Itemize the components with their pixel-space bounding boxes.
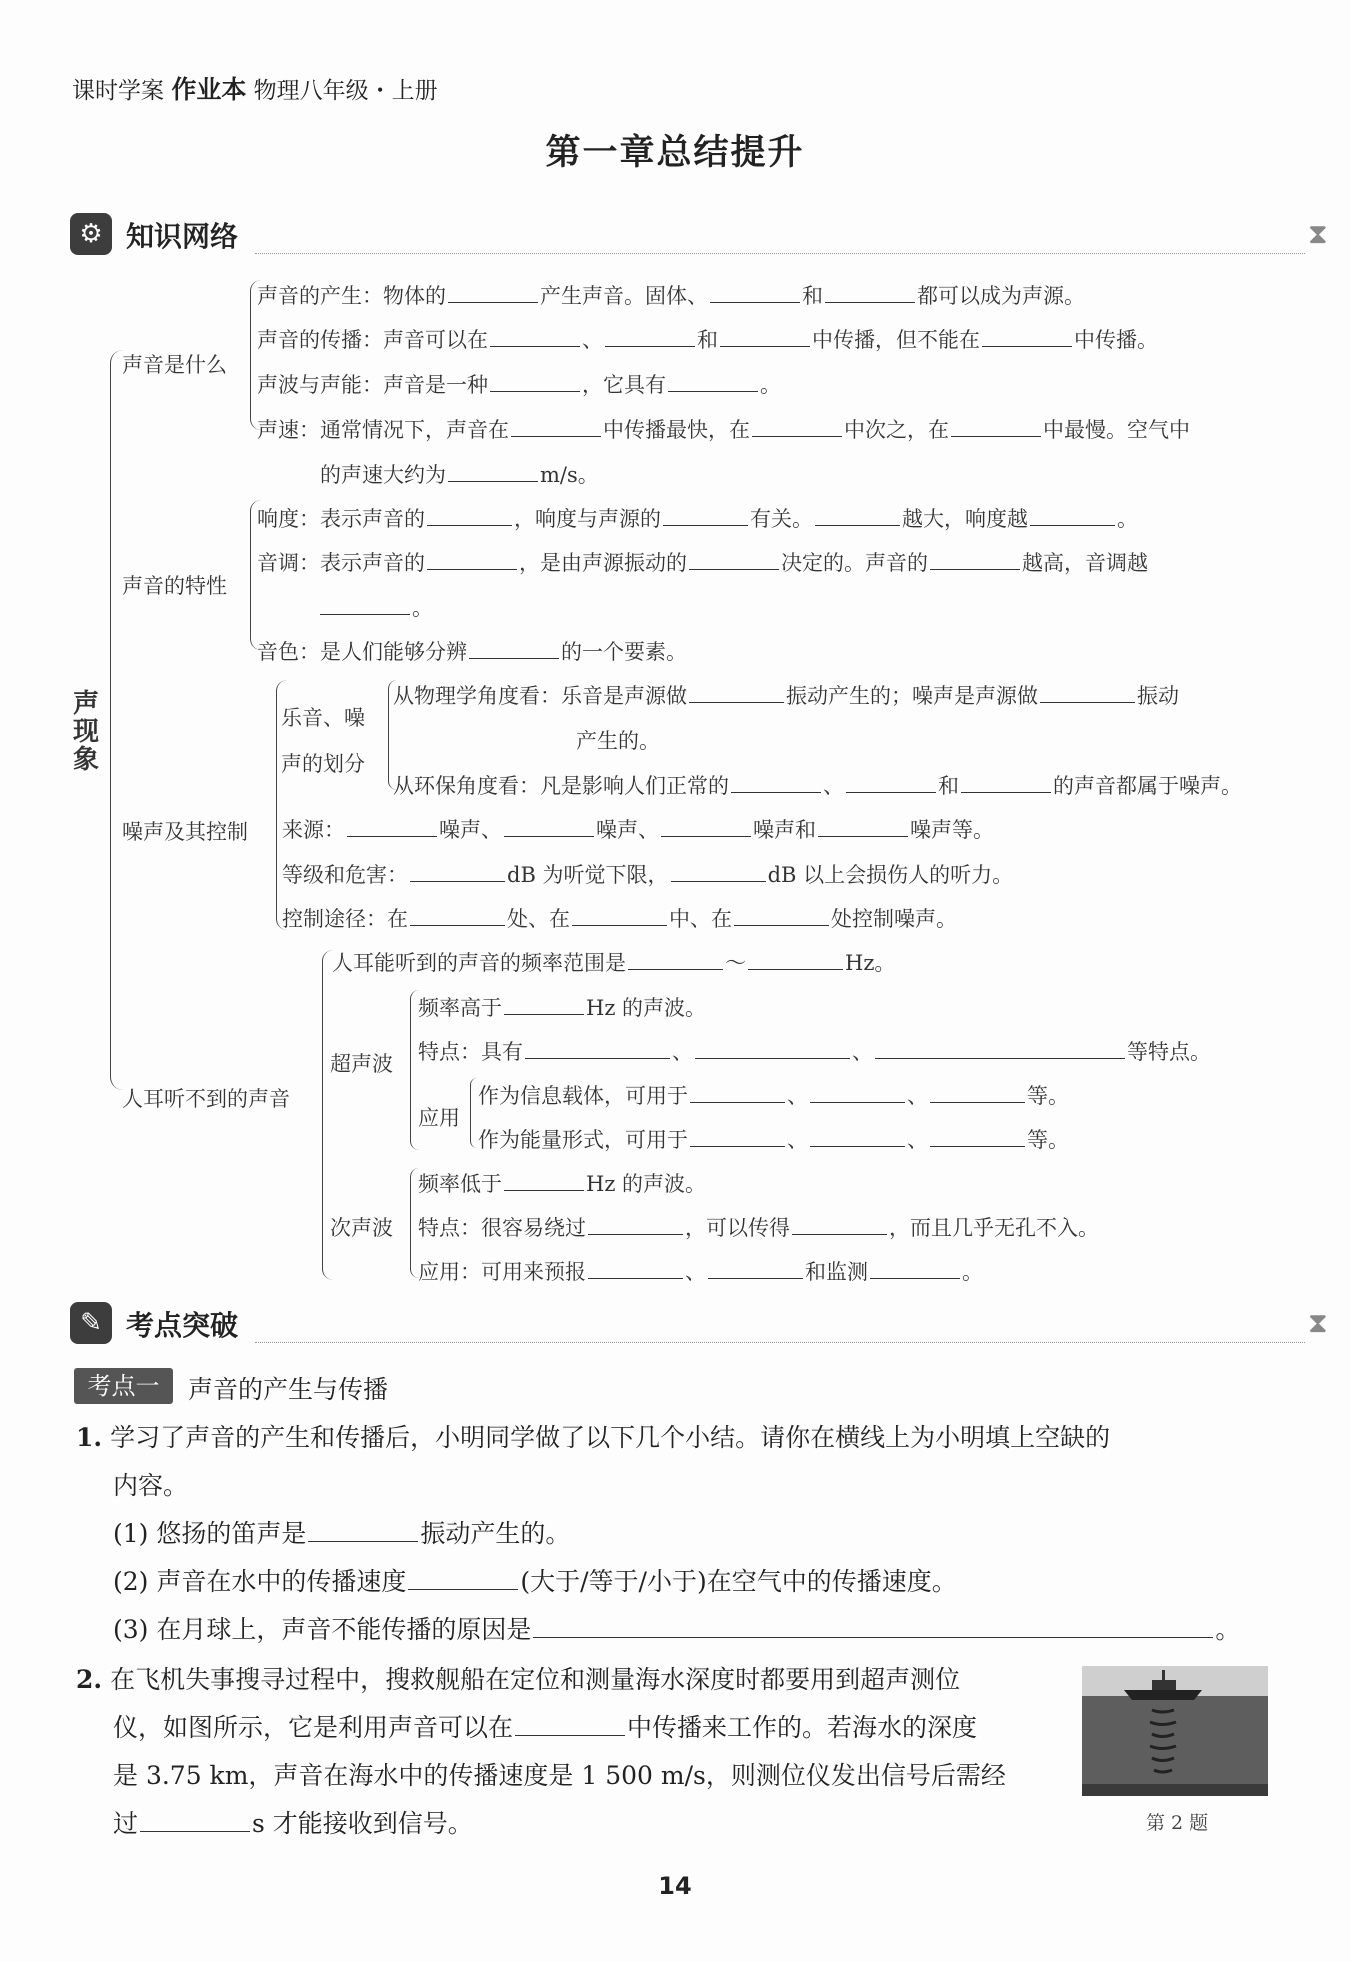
tree-line: 音调：表示声音的 ，是由声源振动的 决定的。声音的 越高，音调越 (257, 551, 1148, 575)
hourglass-icon: ⧗ (1308, 217, 1328, 250)
tree-line: 频率高于 Hz 的声波。 (418, 996, 707, 1020)
tree-line: 声音的传播：声音可以在 、 和 中传播，但不能在 中传播。 (257, 328, 1158, 352)
ultrasonic-label: 超声波 (330, 1052, 393, 1076)
question-1-item-3: (3) 在月球上，声音不能传播的原因是 。 (113, 1615, 1241, 1644)
tree-line: 声音的产生：物体的 产生声音。固体、 和 都可以成为声源。 (257, 284, 1085, 308)
root-brace (110, 350, 123, 1090)
tree-line: 从物理学角度看：乐音是声源做 振动产生的；噪声是声源做 振动 (393, 684, 1179, 708)
tree-line: 等级和危害： dB 为听觉下限， dB 以上会损伤人的听力。 (282, 863, 1014, 887)
tree-line: 作为能量形式，可用于 、 、 等。 (478, 1128, 1069, 1152)
tree-line: 。 (318, 592, 433, 622)
tree-line: 的声速大约为 m/s。 (320, 463, 599, 487)
section-divider (255, 253, 1305, 254)
tree-line: 特点：具有 、 、 等特点。 (418, 1040, 1211, 1064)
tree-line: 控制途径：在 处、在 中、在 处控制噪声。 (282, 907, 957, 931)
header-series: 课时学案 (72, 78, 164, 104)
section-title-breakthrough: 考点突破 (126, 1309, 239, 1342)
question-2-line-4: 过 s 才能接收到信号。 (113, 1809, 473, 1838)
kaodian-badge: 考点一 (74, 1368, 173, 1404)
question-1-item-1: (1) 悠扬的笛声是 振动产生的。 (113, 1519, 571, 1548)
question-1-item-2: (2) 声音在水中的传播速度 (大于/等于/小于)在空气中的传播速度。 (113, 1567, 957, 1596)
tree-line: 声波与声能：声音是一种 ，它具有 。 (257, 373, 781, 397)
tree-line: 音色：是人们能够分辨 的一个要素。 (257, 640, 687, 664)
infrasonic-label: 次声波 (330, 1216, 393, 1240)
tree-line: 声速：通常情况下，声音在 中传播最快，在 中次之，在 中最慢。空气中 (257, 418, 1190, 442)
ship-sonar-figure (1082, 1666, 1268, 1796)
tree-line: 来源： 噪声、 噪声、 噪声和 噪声等。 (282, 818, 994, 842)
page-number: 14 (658, 1872, 692, 1900)
book-header (72, 70, 438, 106)
tree-line: 人耳能听到的声音的频率范围是 ～ Hz。 (332, 951, 896, 975)
question-2-line-1: 2. 在飞机失事搜寻过程中，搜救舰船在定位和测量海水深度时都要用到超声测位 (76, 1665, 961, 1694)
header-book: 作业本 (171, 75, 247, 104)
question-1-line-b: 内容。 (113, 1471, 189, 1500)
hourglass-icon: ⧗ (1308, 1306, 1328, 1339)
section-header-breakthrough (70, 1302, 1340, 1348)
tree-line: 频率低于 Hz 的声波。 (418, 1172, 707, 1196)
section-header-network (70, 213, 1340, 259)
branch-label-what: 声音是什么 (122, 353, 227, 377)
noise-division-label-1: 乐音、噪 (281, 706, 365, 730)
tree-line: 应用：可用来预报 、 和监测 。 (418, 1260, 983, 1284)
branch-label-inaudible: 人耳听不到的声音 (122, 1087, 290, 1111)
tree-line: 特点：很容易绕过 ，可以传得 ，而且几乎无孔不入。 (418, 1216, 1099, 1240)
question-2-line-2: 仪，如图所示，它是利用声音可以在 中传播来工作的。若海水的深度 (113, 1713, 978, 1742)
figure-caption: 第 2 题 (1146, 1812, 1209, 1834)
tree-root: 声现象 (73, 689, 100, 775)
noise-division-label-2: 声的划分 (281, 752, 365, 776)
section-divider (255, 1342, 1305, 1343)
tree-line: 从环保角度看：凡是影响人们正常的 、 和 的声音都属于噪声。 (393, 774, 1242, 798)
wrench-icon: ✎ (70, 1302, 112, 1344)
tree-line: 产生的。 (576, 729, 660, 753)
tree-line: 作为信息载体，可用于 、 、 等。 (478, 1084, 1069, 1108)
question-2-line-3: 是 3.75 km，声音在海水中的传播速度是 1 500 m/s，则测位仪发出信号后需经 (113, 1761, 1006, 1790)
gear-icon: ⚙ (70, 213, 112, 255)
header-subject: 物理八年级・上册 (253, 78, 438, 104)
application-label: 应用 (418, 1106, 460, 1130)
branch-label-noise: 噪声及其控制 (122, 820, 248, 844)
tree-line: 响度：表示声音的 ，响度与声源的 有关。 越大，响度越 。 (257, 507, 1138, 531)
section-title-network: 知识网络 (126, 220, 239, 253)
branch-label-features: 声音的特性 (122, 574, 227, 598)
ship-sonar-illustration (1082, 1666, 1268, 1796)
chapter-title: 第一章总结提升 (545, 132, 805, 173)
brace-application (470, 1078, 477, 1148)
question-1-line-a: 1. 学习了声音的产生和传播后，小明同学做了以下几个小结。请你在横线上为小明填上空缺的 (76, 1423, 1111, 1452)
kaodian-title: 声音的产生与传播 (188, 1375, 389, 1404)
